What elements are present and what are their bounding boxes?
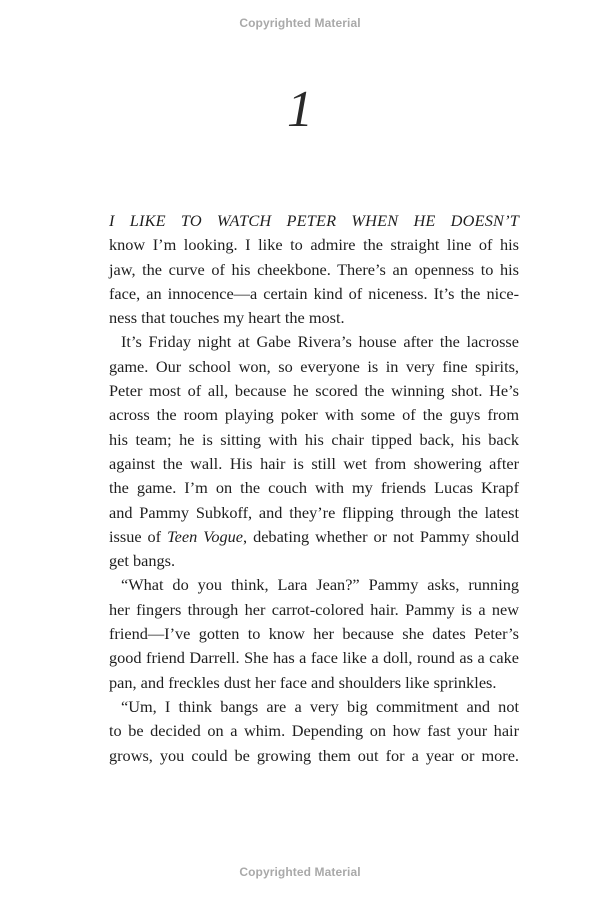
text-line: ness that touches my heart the most. <box>109 308 345 328</box>
text-line: grows, you could be growing them out for a year or more. <box>109 745 519 765</box>
text-line: and Pammy Subkoff, and they’re flipping through the latest <box>109 502 519 522</box>
text-line: face, an innocence—a certain kind of niceness. It’s the nice- <box>109 283 519 303</box>
text-line: get bangs. <box>109 551 176 571</box>
text-line: game. Our school won, so everyone is in very fine spirits, <box>109 356 519 376</box>
text-line: It’s Friday night at Gabe Rivera’s house after the lacrosse <box>121 332 519 352</box>
text-line: “What do you think, Lara Jean?” Pammy asks, running <box>121 575 519 595</box>
text-line: her fingers through her carrot-colored hair. Pammy is a new <box>109 599 519 619</box>
copyright-watermark-top: Copyrighted Material <box>239 16 361 30</box>
text-line: know I’m looking. I like to admire the straight line of his <box>109 235 519 255</box>
text-line: the game. I’m on the couch with my friends Lucas Krapf <box>109 478 519 498</box>
text-line: jaw, the curve of his cheekbone. There’s an openness to his <box>109 259 519 279</box>
text-line: his team; he is sitting with his chair tipped back, his back <box>109 429 519 449</box>
chapter-body <box>109 209 519 768</box>
text-line <box>109 525 519 549</box>
text-segment: issue of <box>109 526 168 546</box>
text-line: pan, and freckles dust her face and shoulders like sprinkles. <box>109 672 497 692</box>
text-line: Peter most of all, because he scored the winning shot. He’s <box>109 381 519 401</box>
text-line: friend—I’ve gotten to know her because she dates Peter’s <box>109 624 519 644</box>
text-segment: , debating whether or not Pammy should <box>243 526 520 546</box>
text-line: good friend Darrell. She has a face like a doll, round as a cake <box>109 648 519 668</box>
text-line: “Um, I think bangs are a very big commitment and not <box>121 696 519 716</box>
copyright-watermark-bottom: Copyrighted Material <box>239 865 361 879</box>
text-line: across the room playing poker with some of the guys from <box>109 405 519 425</box>
chapter-number: 1 <box>287 81 313 138</box>
magazine-title: Teen Vogue <box>167 526 244 546</box>
text-line: against the wall. His hair is still wet from showering after <box>109 453 519 473</box>
text-line: to be decided on a whim. Depending on how fast your hair <box>109 721 519 741</box>
opening-line: I LIKE TO WATCH PETER WHEN HE DOESN’T <box>109 211 519 230</box>
